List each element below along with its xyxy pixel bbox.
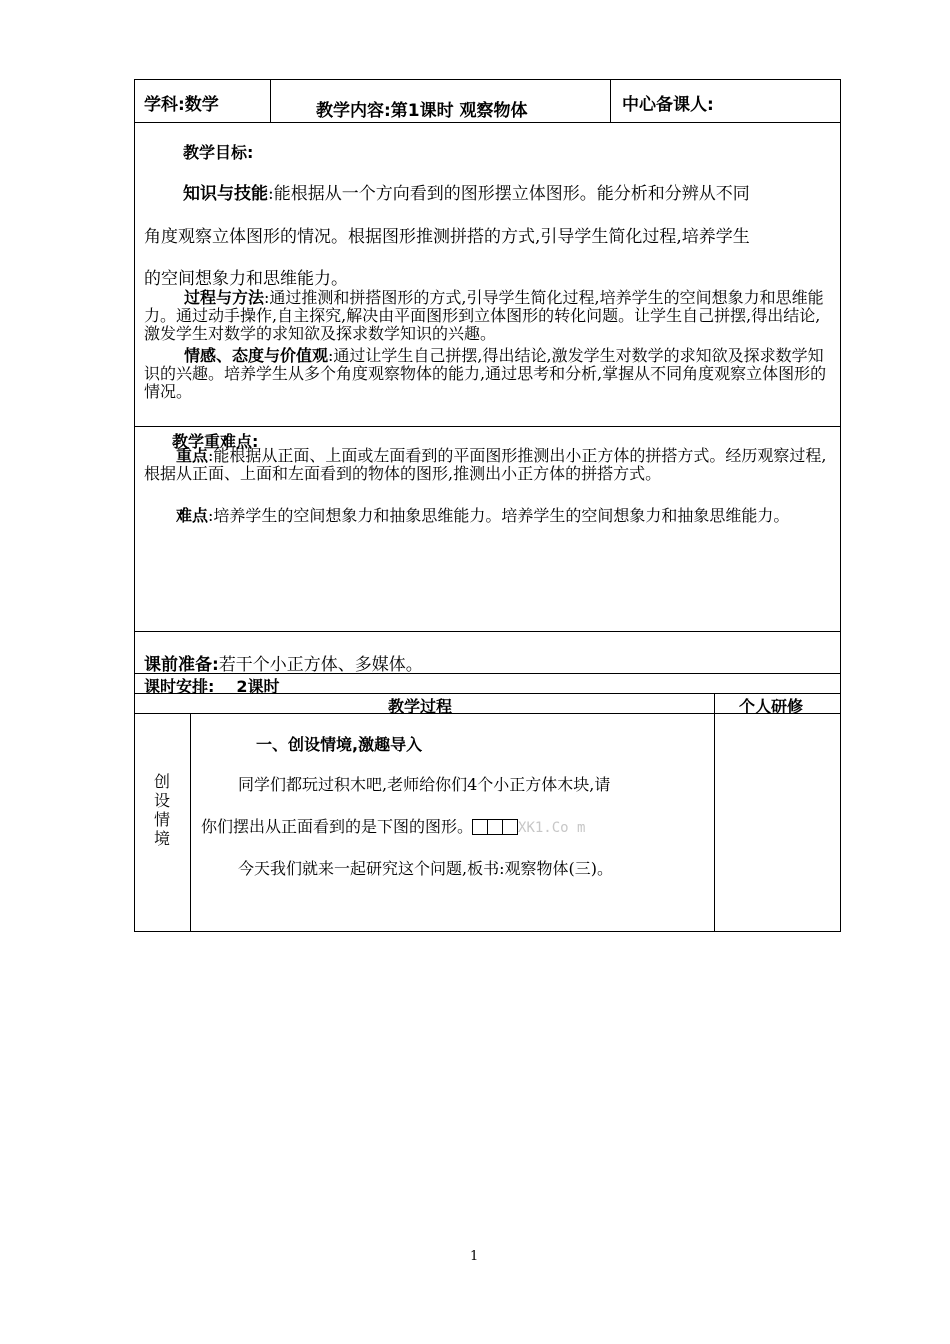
knowledge-label: 知识与技能: [183, 184, 268, 204]
preparation-line: [144, 650, 423, 675]
watermark-text: XK1.Co m: [518, 820, 586, 836]
difficulty-paragraph: [144, 507, 834, 525]
focus-paragraph: [144, 447, 834, 483]
side-divider: [714, 713, 715, 932]
section-title: 一、创设情境,激趣导入: [256, 735, 423, 754]
stage-char-4: 境: [153, 829, 170, 848]
knowledge-line2: 角度观察立体图形的情况。根据图形推测拼搭的方式,引导学生简化过程,培养学生: [144, 227, 750, 247]
knowledge-line1: [183, 179, 750, 204]
col-side-title: 个人研修: [739, 697, 804, 716]
header-divider-2: [610, 79, 611, 123]
schedule-label: 课时安排:: [144, 677, 215, 696]
knowledge-text-1: :能根据从一个方向看到的图形摆立体图形。能分析和分辨从不同: [268, 184, 750, 204]
process-paragraph: [144, 289, 834, 343]
process-text: :通过推测和拼搭图形的方式,引导学生简化过程,培养学生的空间想象力和思维能力。通过动手操作,自主探究,解决由平面图形到立体图形的转化问题。让学生自己拼摆,得出结论,激发学生对数学的求知欲及探求数学知识的兴趣。: [144, 288, 824, 343]
preparation-label: 课前准备:: [144, 655, 219, 675]
stage-label: [152, 772, 172, 848]
knowledge-line3: 的空间想象力和思维能力。: [144, 269, 348, 289]
page-number: 1: [470, 1249, 479, 1264]
objectives-title: 教学目标:: [183, 143, 254, 162]
stage-char-1: 创: [153, 772, 170, 791]
subject-label: 学科:数学: [144, 95, 219, 115]
stage-char-3: 情: [153, 810, 170, 829]
preparation-text: 若干个小正方体、多媒体。: [218, 655, 423, 675]
difficulty-label: 难点: [176, 506, 209, 525]
emotion-paragraph: [144, 347, 834, 401]
intro-para2: 今天我们就来一起研究这个问题,板书:观察物体(三)。: [238, 859, 613, 878]
process-header-divider: [714, 693, 715, 714]
preparer-label: 中心备课人:: [622, 95, 714, 115]
schedule-text: 2课时: [236, 677, 280, 696]
process-table-header: [134, 693, 841, 714]
emotion-text: :通过让学生自己拼摆,得出结论,激发学生对数学的求知欲及探求数学知识的兴趣。培养学生从多个角度观察物体的能力,通过思考和分析,掌握从不同角度观察立体图形的情况。: [144, 346, 827, 401]
difficulty-text: :培养学生的空间想象力和抽象思维能力。培养学生的空间想象力和抽象思维能力。: [208, 506, 790, 525]
key-points-title: 教学重难点:: [172, 432, 259, 451]
stage-divider: [190, 713, 191, 932]
intro-line1: 同学们都玩过积木吧,老师给你们4个小正方体木块,请: [238, 775, 611, 794]
three-squares-icon: [473, 819, 518, 839]
process-label: 过程与方法: [184, 288, 265, 307]
col-main-title: 教学过程: [388, 697, 453, 716]
emotion-label: 情感、态度与价值观: [184, 346, 329, 365]
header-divider-1: [270, 79, 271, 123]
lesson-content: 教学内容:第1课时 观察物体: [316, 101, 528, 121]
intro-line2-text: 你们摆出从正面看到的是下图的图形。: [201, 817, 474, 836]
intro-line2: [201, 814, 585, 839]
stage-char-2: 设: [153, 791, 170, 810]
focus-label: 重点: [176, 446, 209, 465]
focus-text: :能根据从正面、上面或左面看到的平面图形推测出小正方体的拼搭方式。经历观察过程,根据从正面、上面和左面看到的物体的图形,推测出小正方体的拼搭方式。: [144, 446, 827, 483]
